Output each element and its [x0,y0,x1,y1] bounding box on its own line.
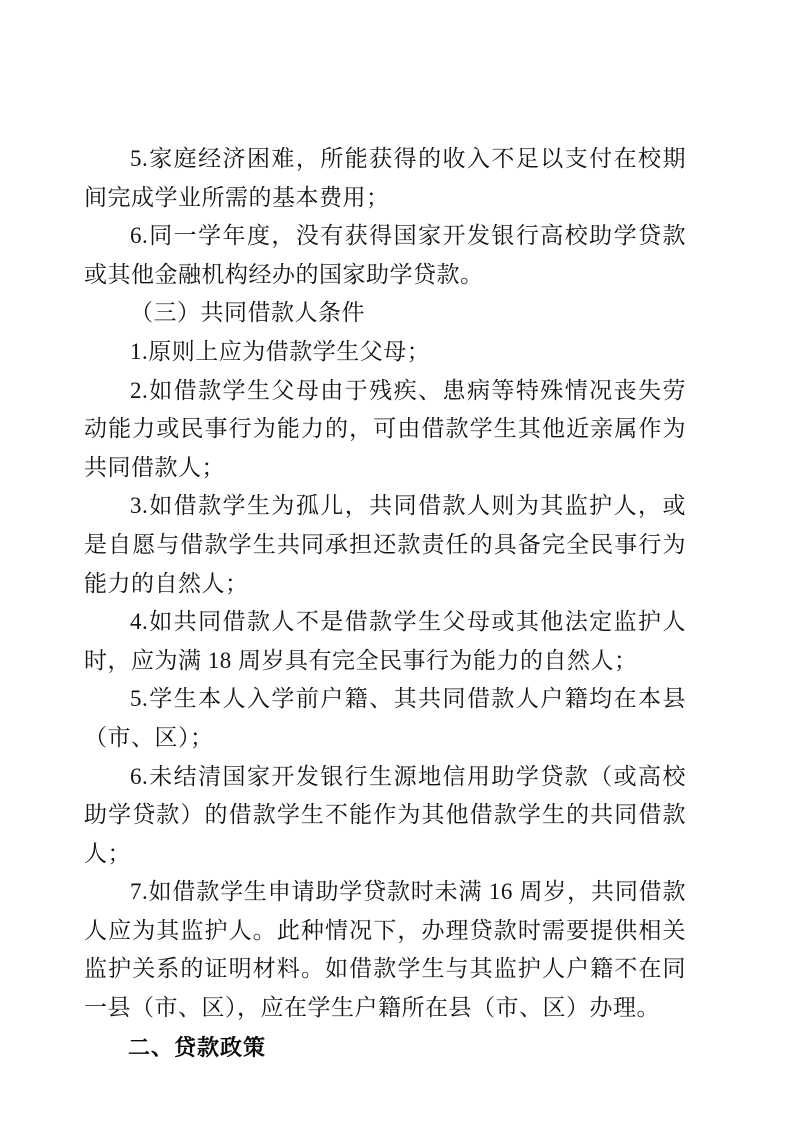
body-paragraph: 6.同一学年度，没有获得国家开发银行高校助学贷款或其他金融机构经办的国家助学贷款。 [84,223,686,287]
body-paragraph: 6.未结清国家开发银行生源地信用助学贷款（或高校助学贷款）的借款学生不能作为其他借款学生的共同借款人； [84,763,686,866]
document-text-block [84,140,686,1068]
body-paragraph: 7.如借款学生申请助学贷款时未满 16 周岁，共同借款人应为其监护人。此种情况下，办理贷款时需要提供相关监护关系的证明材料。如借款学生与其监护人户籍不在同一县（市、区），应在学生户籍所在县（市、区）办理。 [84,879,686,1021]
body-paragraph: 4.如共同借款人不是借款学生父母或其他法定监护人时，应为满 18 周岁具有完全民事行为能力的自然人； [84,609,686,673]
body-paragraph: 5.家庭经济困难，所能获得的收入不足以支付在校期间完成学业所需的基本费用； [84,146,686,210]
body-paragraph: 1.原则上应为借款学生父母； [130,338,431,364]
section-heading-loan-policy: 二、贷款政策 [128,1034,267,1060]
body-paragraph-subsection-title: （三）共同借款人条件 [130,300,365,326]
body-paragraph: 5.学生本人入学前户籍、其共同借款人户籍均在本县（市、区）； [84,686,686,750]
body-paragraph: 3.如借款学生为孤儿，共同借款人则为其监护人，或是自愿与借款学生共同承担还款责任的具备完全民事行为能力的自然人； [84,493,686,596]
body-paragraph: 2.如借款学生父母由于残疾、患病等特殊情况丧失劳动能力或民事行为能力的，可由借款学生其他近亲属作为共同借款人； [84,377,686,480]
